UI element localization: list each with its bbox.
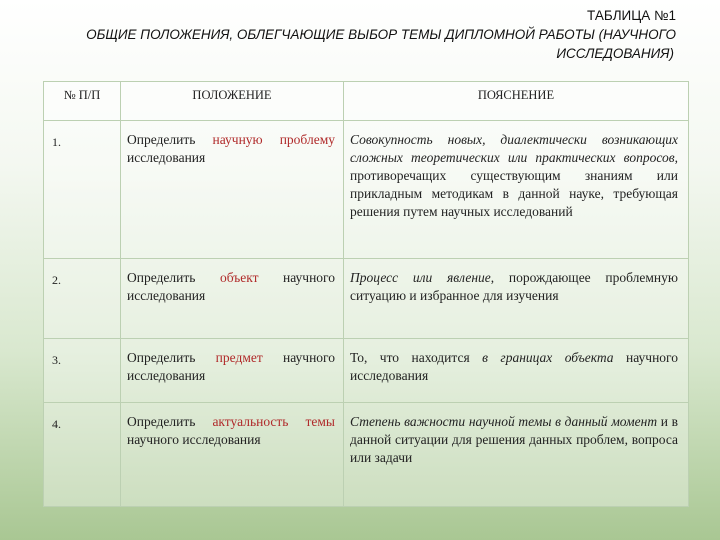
positions-table [43,81,689,507]
row-explanation: Степень важности научной темы в данный момент и в данной ситуации для решения данных проблем, вопроса или задачи [344,403,689,507]
table-row [44,259,689,339]
table-row [44,339,689,403]
row-position: Определить предмет научного исследования [121,339,344,403]
row-explanation: То, что находится в границах объекта научного исследования [344,339,689,403]
row-position: Определить актуальность темы научного исследования [121,403,344,507]
table-caption [36,6,676,63]
table-row [44,121,689,259]
table-row [44,403,689,507]
table-number: ТАБЛИЦА №1 [587,8,676,23]
table-title-line1: ОБЩИЕ ПОЛОЖЕНИЯ, ОБЛЕГЧАЮЩИЕ ВЫБОР ТЕМЫ ДИПЛОМНОЙ РАБОТЫ (НАУЧНОГО [86,27,676,42]
row-number: 3. [44,339,121,403]
row-explanation: Совокупность новых, диалектически возникающих сложных теоретических или практических вопросов, противоречащих существующим знаниям или прикладным методикам в данной науке, требующая решения путем научных исследований [344,121,689,259]
column-header-explanation: ПОЯСНЕНИЕ [344,82,689,121]
table-header-row [44,82,689,121]
row-explanation: Процесс или явление, порождающее проблемную ситуацию и избранное для изучения [344,259,689,339]
row-number: 2. [44,259,121,339]
row-position: Определить научную проблему исследования [121,121,344,259]
row-number: 4. [44,403,121,507]
column-header-position: ПОЛОЖЕНИЕ [121,82,344,121]
row-number: 1. [44,121,121,259]
table-title-line2: ИССЛЕДОВАНИЯ) [556,46,674,61]
column-header-number: № П/П [44,82,121,121]
row-position: Определить объект научного исследования [121,259,344,339]
